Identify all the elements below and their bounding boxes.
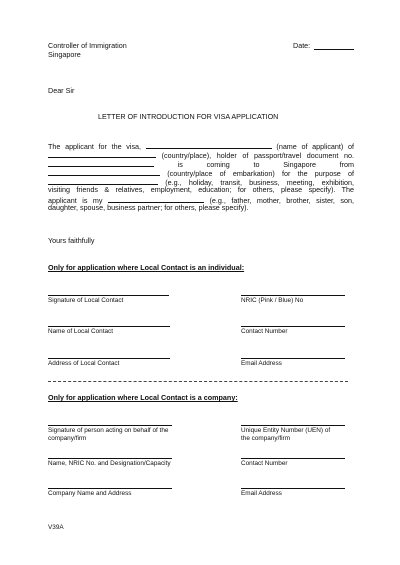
body-text: from — [339, 160, 355, 169]
embarkation-field[interactable] — [48, 167, 160, 176]
company-section-heading: Only for application where Local Contact is a company: — [48, 393, 238, 402]
closing: Yours faithfully — [48, 236, 95, 245]
salutation: Dear Sir — [48, 86, 75, 95]
date-field[interactable] — [314, 49, 354, 50]
company-name-nric-line[interactable] — [48, 458, 172, 459]
body-text: daughter, spouse, business partner; for others, please specify). — [48, 203, 249, 212]
company-signature-label-2: company/firm — [48, 435, 87, 442]
country-field[interactable] — [48, 149, 156, 158]
relationship-field[interactable] — [108, 194, 204, 203]
email-line[interactable] — [241, 358, 345, 359]
body-text: The applicant for the visa, — [48, 142, 142, 151]
name-line[interactable] — [48, 326, 170, 327]
nric-label: NRIC (Pink / Blue) No — [241, 297, 304, 304]
address-label: Address of Local Contact — [48, 360, 120, 367]
company-contact-label: Contact Number — [241, 460, 288, 467]
body-text: visiting friends & relatives, employment, education; for others, please specify). The — [48, 185, 354, 194]
individual-section-heading: Only for application where Local Contact is an individual: — [48, 263, 245, 272]
body-text: (country/place of embarkation) for the purpose of — [167, 169, 354, 178]
body-text: coming — [206, 160, 230, 169]
body-text: applicant is my — [48, 196, 103, 205]
body-paragraph — [48, 140, 354, 212]
email-label: Email Address — [241, 360, 282, 367]
signature-label: Signature of Local Contact — [48, 297, 124, 304]
letter-title: LETTER OF INTRODUCTION FOR VISA APPLICATION — [98, 112, 279, 121]
body-text: (e.g., father, mother, brother, sister, son, — [209, 196, 355, 205]
addressee-line2: Singapore — [48, 50, 81, 59]
passport-number-field[interactable] — [48, 158, 154, 167]
uen-label-2: the company/firm — [241, 435, 291, 442]
contact-line[interactable] — [241, 326, 345, 327]
company-contact-line[interactable] — [241, 458, 345, 459]
signature-line[interactable] — [48, 295, 169, 296]
form-code: V39A — [48, 524, 64, 531]
company-address-line[interactable] — [48, 488, 172, 489]
address-line[interactable] — [48, 358, 170, 359]
applicant-name-field[interactable] — [146, 140, 272, 149]
body-text: Singapore — [283, 160, 316, 169]
body-text: is — [177, 160, 183, 169]
name-label: Name of Local Contact — [48, 328, 114, 335]
body-text: (country/place), holder of passport/travel document no. — [161, 151, 354, 160]
body-text: (name of applicant) of — [276, 142, 354, 151]
uen-label-1: Unique Entity Number (UEN) of — [241, 427, 331, 434]
company-signature-label-1: Signature of person acting on behalf of the — [48, 427, 169, 434]
body-text: (e.g., holiday, transit, business, meeting, exhibition, — [165, 178, 354, 187]
company-name-nric-label: Name, NRIC No. and Designation/Capacity — [48, 460, 171, 467]
company-email-line[interactable] — [241, 488, 345, 489]
section-divider — [48, 381, 348, 382]
body-text: to — [253, 160, 260, 169]
contact-label: Contact Number — [241, 328, 288, 335]
company-address-label: Company Name and Address — [48, 490, 132, 497]
purpose-field[interactable] — [48, 176, 158, 185]
company-signature-line[interactable] — [48, 425, 172, 426]
addressee-line1: Controller of Immigration — [48, 41, 127, 50]
date-label: Date: — [293, 41, 311, 50]
nric-line[interactable] — [241, 295, 345, 296]
uen-line[interactable] — [241, 425, 345, 426]
company-email-label: Email Address — [241, 490, 282, 497]
